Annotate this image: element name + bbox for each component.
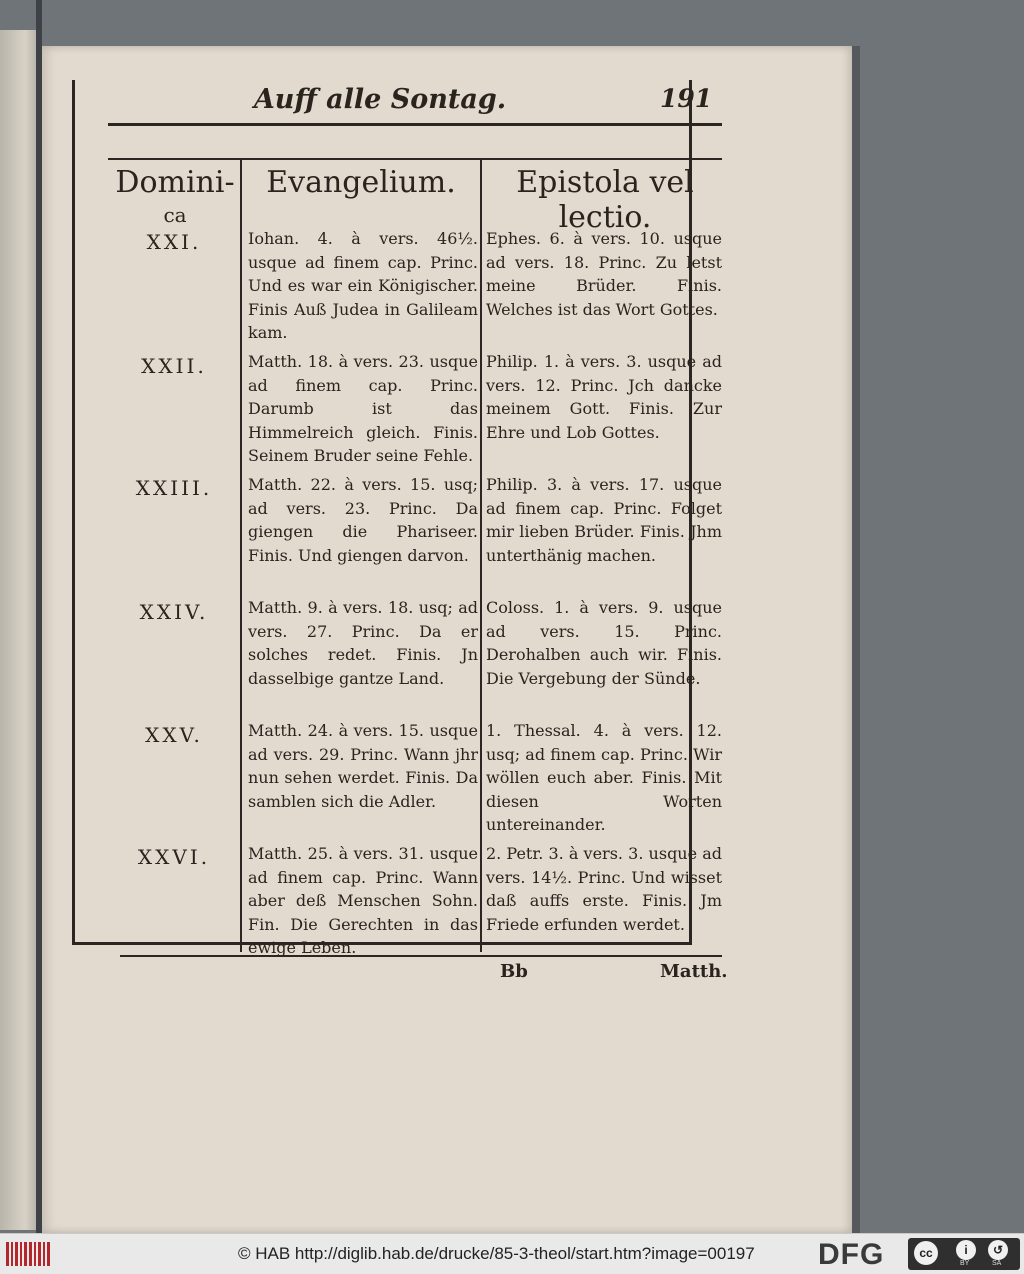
- signature-mark: Bb: [500, 961, 528, 982]
- sunday-label: XXII.: [141, 354, 207, 378]
- epistola-cell: Philip. 3. à vers. 17. usque ad finem cap. Princ. Folget mir lieben Brüder. Finis. Jhm unterthänig machen.: [486, 475, 722, 565]
- column-header-dominica: Domini-: [115, 165, 235, 200]
- column-divider-2: [480, 160, 482, 952]
- by-icon: i: [956, 1240, 976, 1260]
- evangelium-cell: Matth. 25. à vers. 31. usque ad finem cap. Princ. Wann aber deß Menschen Sohn. Fin. Die Gerechten in das ewige Leben.: [248, 844, 478, 957]
- hab-logo-icon[interactable]: [6, 1242, 50, 1266]
- column-header-dominica-cont: ca: [163, 203, 187, 227]
- sa-label: SA: [992, 1260, 1002, 1267]
- column-divider-1: [240, 160, 242, 952]
- column-header-rule: [108, 158, 722, 160]
- sa-icon: ↺: [988, 1240, 1008, 1260]
- sunday-label: XXI.: [146, 230, 202, 254]
- evangelium-cell: Matth. 9. à vers. 18. usq; ad vers. 27. Princ. Da er solches redet. Finis. Jn dasselbige gantze Land.: [248, 598, 478, 688]
- running-title: Auff alle Sontag.: [253, 84, 507, 115]
- sunday-label: XXIII.: [135, 476, 213, 500]
- folio-number: 191: [660, 84, 713, 113]
- epistola-cell: Philip. 1. à vers. 3. usque ad vers. 12. Princ. Jch dancke meinem Gott. Finis. Zur Ehre und Lob Gottes.: [486, 352, 722, 442]
- epistola-cell: Coloss. 1. à vers. 9. usque ad vers. 15. Princ. Derohalben auch wir. Finis. Die Vergebung der Sünde.: [486, 598, 722, 688]
- evangelium-cell: Matth. 18. à vers. 23. usque ad finem cap. Princ. Darumb ist das Himmelreich gleich. Finis. Seinem Bruder seine Fehle.: [248, 352, 478, 465]
- sunday-label: XXVI.: [137, 845, 211, 869]
- sunday-label: XXV.: [145, 723, 203, 747]
- cc-icon: cc: [914, 1241, 938, 1265]
- epistola-cell: Ephes. 6. à vers. 10. usque ad vers. 18. Princ. Zu letst meine Brüder. Finis. Welches ist das Wort Gottes.: [486, 229, 722, 319]
- column-header-evangelium: Evangelium.: [266, 165, 456, 200]
- viewer-footer: [0, 1233, 1024, 1274]
- sunday-label: XXIV.: [139, 600, 209, 624]
- catchword: Matth.: [660, 961, 728, 982]
- dfg-logo[interactable]: DFG: [818, 1238, 885, 1271]
- epistola-cell: 1. Thessal. 4. à vers. 12. usq; ad finem cap. Princ. Wir wöllen euch aber. Finis. Mit diesen Worten untereinander.: [486, 721, 722, 834]
- by-label: BY: [960, 1260, 970, 1267]
- evangelium-cell: Iohan. 4. à vers. 46½. usque ad finem cap. Princ. Und es war ein Königischer. Finis Auß Judea in Galileam kam.: [248, 229, 478, 342]
- license-badge[interactable]: [908, 1238, 1020, 1270]
- epistola-cell: 2. Petr. 3. à vers. 3. usque ad vers. 14½. Princ. Und wisset daß auffs erste. Finis. Jm Friede erfunden werdet.: [486, 844, 722, 934]
- header-rule: [108, 123, 722, 126]
- column-header-epistola: Epistola vel lectio.: [516, 165, 694, 235]
- credit-link[interactable]: © HAB http://diglib.hab.de/drucke/85-3-theol/start.htm?image=00197: [238, 1244, 755, 1263]
- page-shadow: [852, 46, 860, 1233]
- evangelium-cell: Matth. 22. à vers. 15. usq; ad vers. 23. Princ. Da giengen die Phariseer. Finis. Und giengen darvon.: [248, 475, 478, 565]
- evangelium-cell: Matth. 24. à vers. 15. usque ad vers. 29. Princ. Wann jhr nun sehen werdet. Finis. Da samblen sich die Adler.: [248, 721, 478, 811]
